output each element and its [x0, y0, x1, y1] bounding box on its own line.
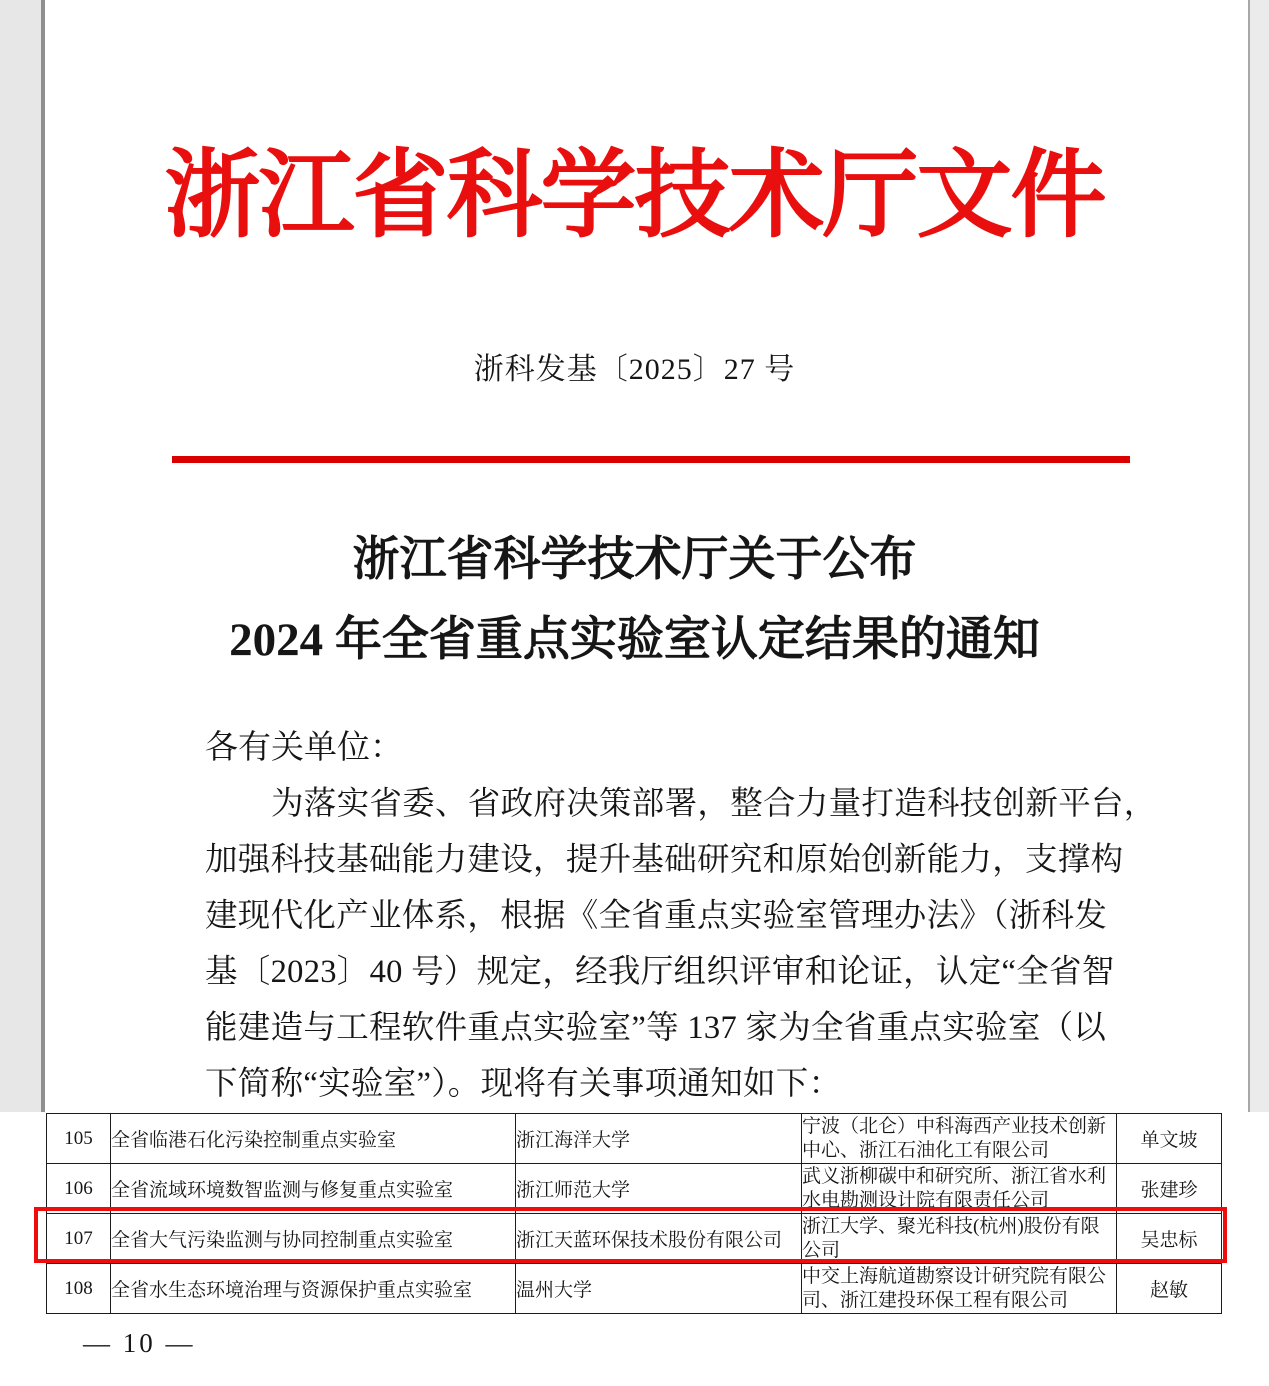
- lab-name-cell: 全省大气污染监测与协同控制重点实验室: [111, 1214, 516, 1264]
- partners-cell: 武义浙柳碳中和研究所、浙江省水利水电勘测设计院有限责任公司: [802, 1164, 1117, 1214]
- row-number-cell: 108: [47, 1264, 111, 1314]
- institution-cell: 浙江海洋大学: [516, 1114, 802, 1164]
- body-line: 基〔2023〕40 号）规定，经我厅组织评审和论证，认定“全省智: [205, 954, 1115, 990]
- red-separator-rule: [172, 456, 1130, 463]
- letterhead-title: 浙江省科学技术厅文件: [164, 142, 1105, 249]
- director-cell: 单文坡: [1117, 1114, 1222, 1164]
- body-paragraph: [205, 776, 1157, 1112]
- row-number-cell: 106: [47, 1164, 111, 1214]
- salutation: 各有关单位：: [205, 730, 403, 766]
- institution-cell: 温州大学: [516, 1264, 802, 1314]
- table-row: [47, 1164, 1222, 1214]
- institution-cell: 浙江天蓝环保技术股份有限公司: [516, 1214, 802, 1264]
- notice-title: [0, 520, 1269, 680]
- director-cell: 吴忠标: [1117, 1214, 1222, 1264]
- table-row: [47, 1114, 1222, 1164]
- highlight-box: [34, 1207, 1227, 1263]
- lab-name-cell: 全省临港石化污染控制重点实验室: [111, 1114, 516, 1164]
- row-number-cell: 105: [47, 1114, 111, 1164]
- partners-cell: 宁波（北仑）中科海西产业技术创新中心、浙江石油化工有限公司: [802, 1114, 1117, 1164]
- row-number-cell: 107: [47, 1214, 111, 1264]
- body-line: 能建造与工程软件重点实验室”等 137 家为全省重点实验室（以: [205, 1010, 1107, 1046]
- notice-title-line2: 2024 年全省重点实验室认定结果的通知: [229, 614, 1040, 666]
- body-line: 为落实省委、省政府决策部署，整合力量打造科技创新平台，: [271, 786, 1157, 822]
- partners-cell: 中交上海航道勘察设计研究院有限公司、浙江建投环保工程有限公司: [802, 1264, 1117, 1314]
- lab-name-cell: 全省流域环境数智监测与修复重点实验室: [111, 1164, 516, 1214]
- body-line: 建现代化产业体系，根据《全省重点实验室管理办法》（浙科发: [205, 898, 1108, 934]
- body-line: 加强科技基础能力建设，提升基础研究和原始创新能力，支撑构: [205, 842, 1124, 878]
- page-number: — 10 —: [83, 1328, 196, 1358]
- director-cell: 张建珍: [1117, 1164, 1222, 1214]
- partners-cell: 浙江大学、聚光科技(杭州)股份有限公司: [802, 1214, 1117, 1264]
- director-cell: 赵敏: [1117, 1264, 1222, 1314]
- body-line: 下简称“实验室”）。现将有关事项通知如下：: [205, 1066, 842, 1102]
- table-row: [47, 1264, 1222, 1314]
- lab-name-cell: 全省水生态环境治理与资源保护重点实验室: [111, 1264, 516, 1314]
- notice-title-line1: 浙江省科学技术厅关于公布: [352, 534, 917, 586]
- institution-cell: 浙江师范大学: [516, 1164, 802, 1214]
- document-number: 浙科发基〔2025〕27 号: [473, 353, 796, 386]
